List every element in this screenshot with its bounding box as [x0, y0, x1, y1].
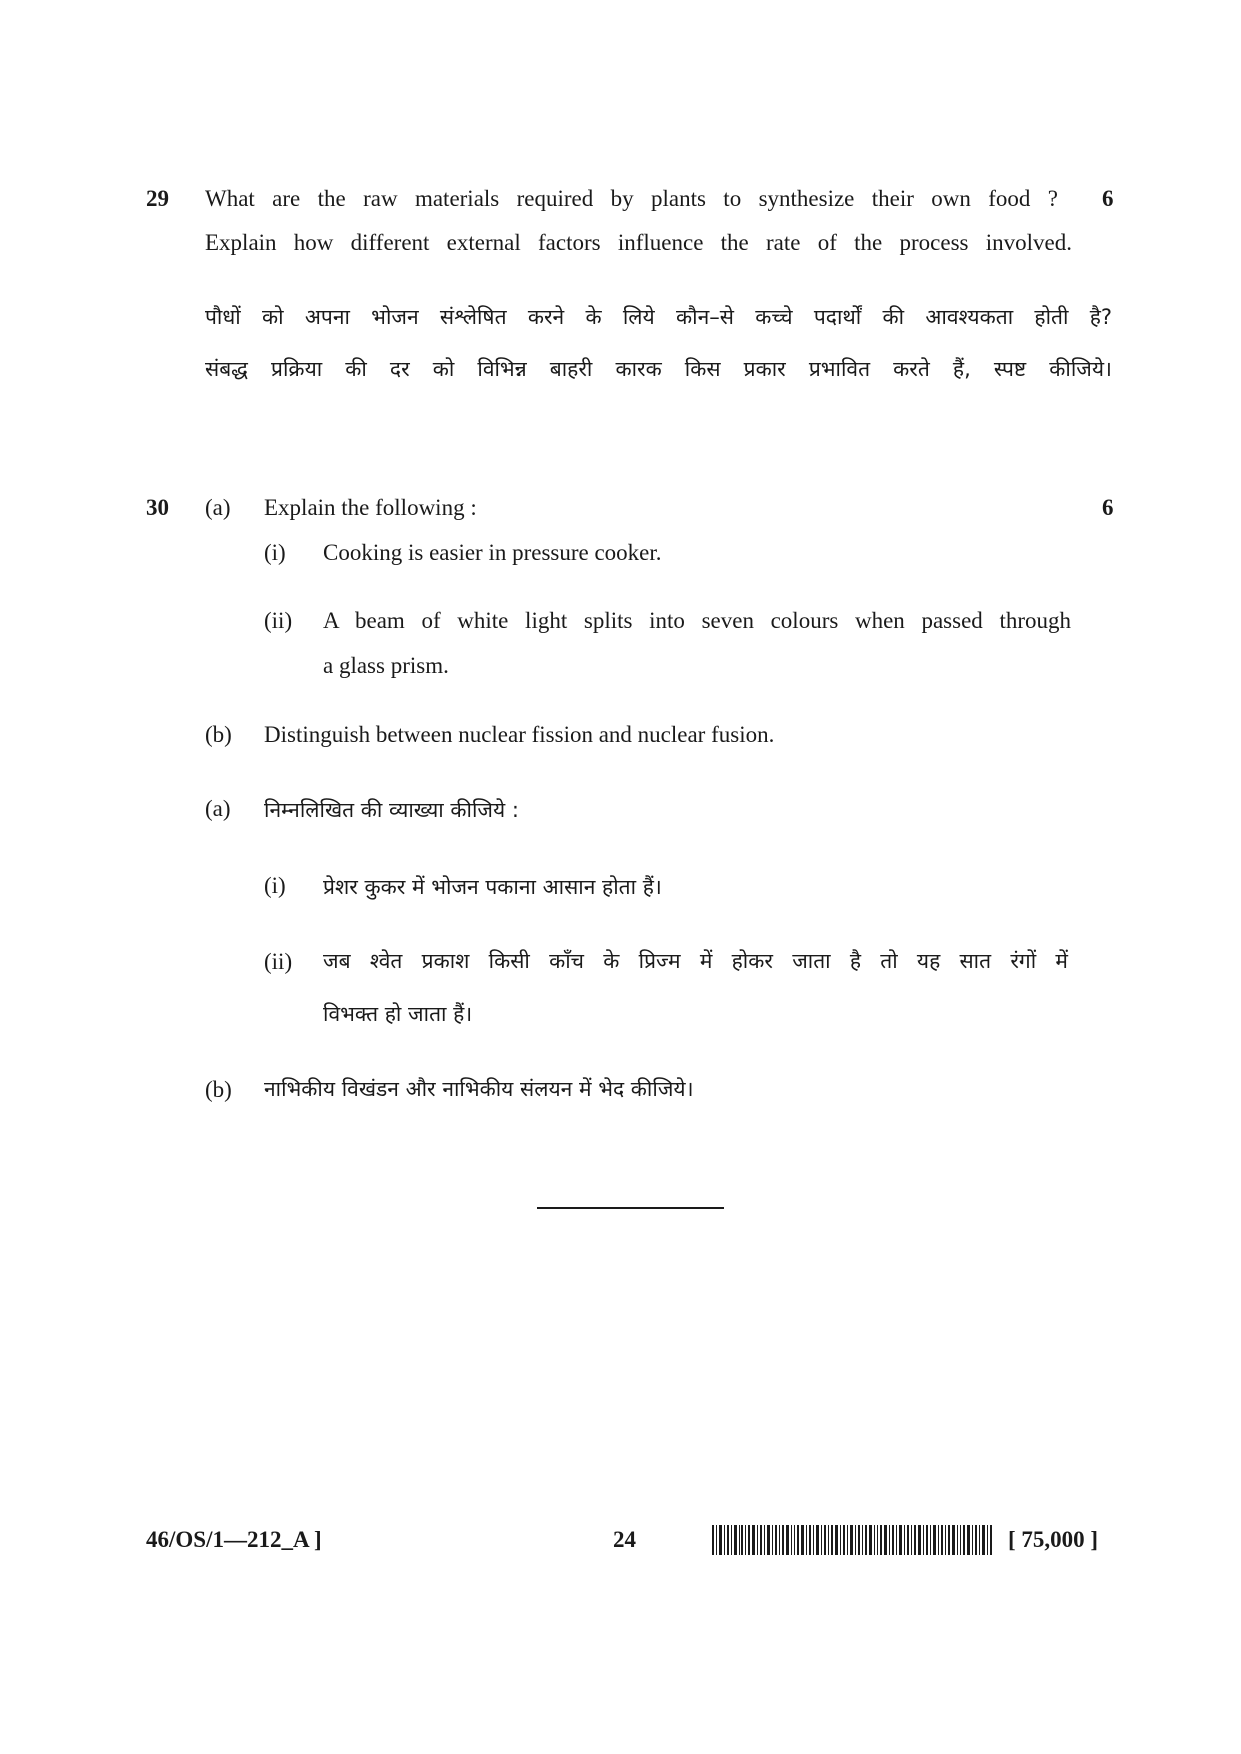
question-30-marks: 6 [1102, 495, 1114, 520]
page-number: 24 [613, 1527, 636, 1552]
q30-en-b-label: (b) [205, 722, 232, 747]
print-count: [ 75,000 ] [1008, 1527, 1099, 1552]
q30-en-ii-line-2: a glass prism. [323, 653, 449, 678]
question-29-en-line-2: Explain how different external factors influence the rate of the process involved. [205, 230, 1072, 255]
q30-hi-a-label: (a) [205, 796, 231, 821]
end-of-paper-rule [537, 1207, 724, 1209]
question-29-hi-line-1: पौधों को अपना भोजन संश्लेषित करने के लिये कौन–से कच्चे पदार्थों की आवश्यकता होती है? [205, 305, 1112, 329]
q30-en-a-label: (a) [205, 495, 231, 520]
q30-en-i-text: Cooking is easier in pressure cooker. [323, 540, 662, 565]
q30-hi-ii-label: (ii) [264, 949, 293, 974]
q30-en-ii-line-1: A beam of white light splits into seven colours when passed through [323, 608, 1071, 633]
barcode-icon [712, 1525, 992, 1555]
q30-hi-i-label: (i) [264, 873, 286, 898]
paper-code: 46/OS/1—212_A ] [146, 1527, 322, 1552]
q30-en-b-text: Distinguish between nuclear fission and nuclear fusion. [264, 722, 775, 747]
q30-hi-i-text: प्रेशर कुकर में भोजन पकाना आसान होता हैं। [323, 875, 662, 899]
question-30-number: 30 [146, 495, 169, 520]
q30-en-a-text: Explain the following : [264, 495, 477, 520]
q30-hi-b-text: नाभिकीय विखंडन और नाभिकीय संलयन में भेद कीजिये। [264, 1077, 694, 1101]
q30-en-i-label: (i) [264, 540, 286, 565]
question-29-hi-line-2: संबद्ध प्रक्रिया की दर को विभिन्न बाहरी कारक किस प्रकार प्रभावित करते हैं, स्पष्ट कीजिये। [205, 357, 1112, 381]
question-29-marks: 6 [1102, 186, 1114, 211]
q30-hi-ii-line-1: जब श्वेत प्रकाश किसी काँच के प्रिज्म में होकर जाता है तो यह सात रंगों में [323, 949, 1068, 973]
q30-en-ii-label: (ii) [264, 608, 293, 633]
q30-hi-ii-line-2: विभक्त हो जाता हैं। [323, 1002, 473, 1026]
question-29-en-line-1: What are the raw materials required by plants to synthesize their own food ? [205, 186, 1058, 211]
q30-hi-b-label: (b) [205, 1077, 232, 1102]
q30-hi-a-text: निम्नलिखित की व्याख्या कीजिये : [264, 798, 519, 822]
question-29-number: 29 [146, 186, 169, 211]
